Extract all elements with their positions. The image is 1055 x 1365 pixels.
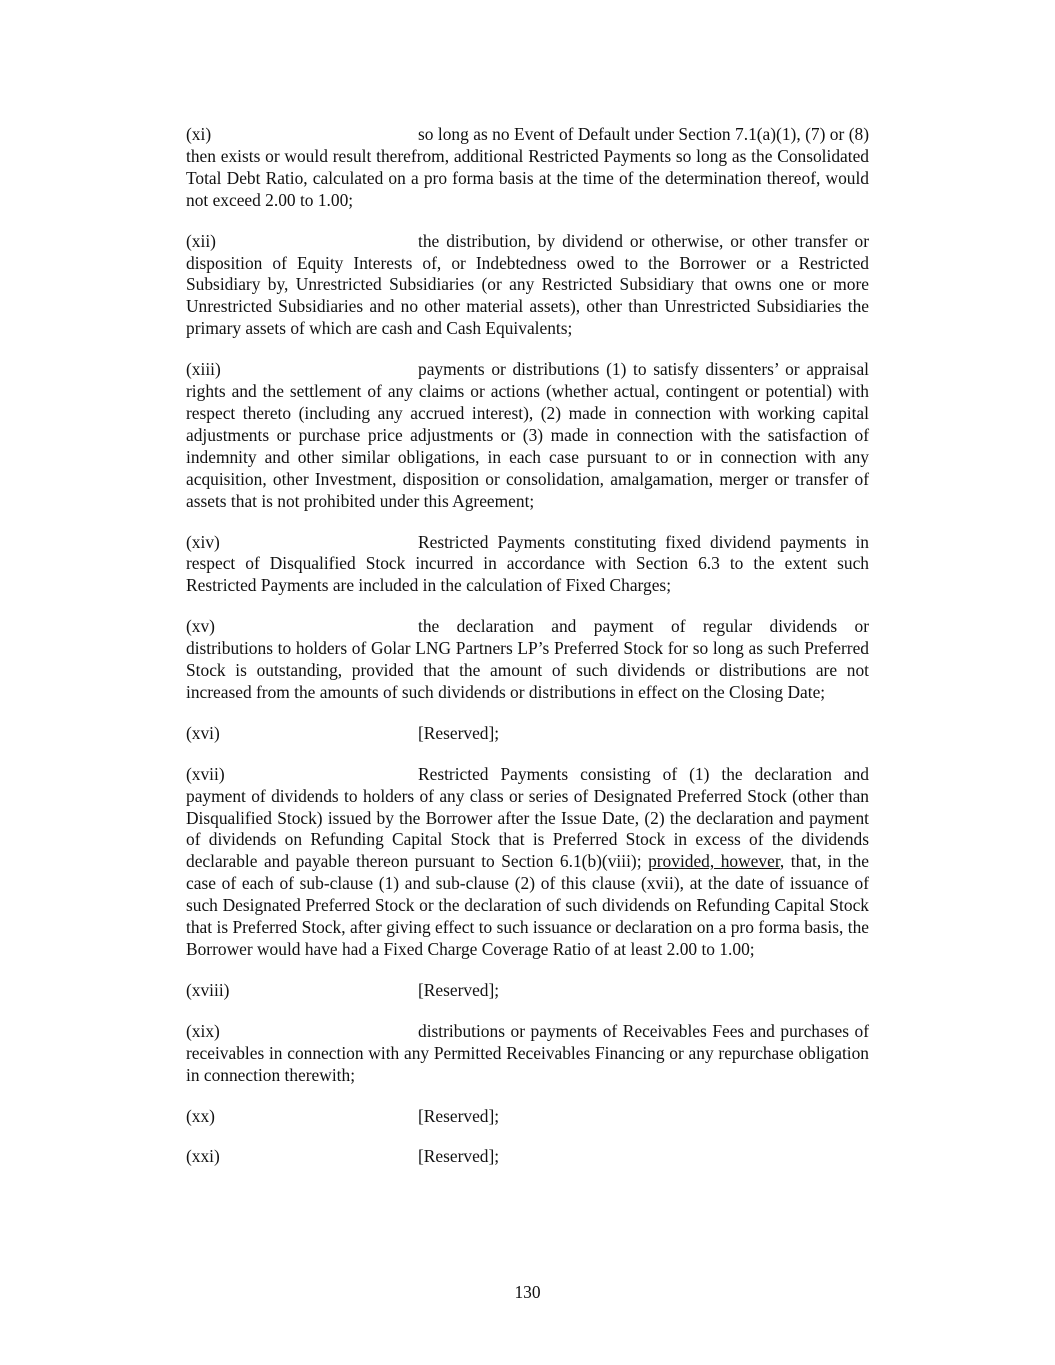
clause-number: (xvi)	[186, 722, 220, 743]
clause-number: (xiv)	[186, 531, 220, 552]
clause-number: (xvii)	[186, 763, 225, 784]
clause-number: (xxi)	[186, 1146, 220, 1167]
clause-xix	[186, 1021, 869, 1087]
clause-text: [Reserved];	[418, 979, 500, 1000]
clause-number: (xi)	[186, 124, 212, 144]
clause-text: [Reserved];	[418, 1105, 500, 1126]
clause-text-after: , that, in the case of each of sub-clause (1) and sub-clause (2) of this clause (xvii), at the date of issuance of such Designated Preferred Stock or the declaration of such dividends on Refunding Capital Stock that is Preferred Stock, after giving effect to such issuance or declaration on a pro forma basis, the Borrower would have had a Fixed Charge Coverage Ratio of at least 2.00 to 1.00;	[186, 851, 869, 959]
clause-xx	[186, 1106, 869, 1128]
clause-text: so long as no Event of Default under Section 7.1(a)(1), (7) or (8) then exists or would result therefrom, additional Restricted Payments so long as the Consolidated Total Debt Ratio, calculated on a pro forma basis at the time of the determination thereof, would not exceed 2.00 to 1.00;	[186, 124, 869, 210]
clause-text: Restricted Payments constituting fixed dividend payments in respect of Disqualified Stock incurred in accordance with Section 6.3 to the extent such Restricted Payments are included in the calculation of Fixed Charges;	[186, 531, 869, 596]
clause-number: (xiii)	[186, 359, 221, 380]
clause-number: (xx)	[186, 1105, 215, 1126]
clause-number: (xii)	[186, 230, 216, 251]
clause-text: the declaration and payment of regular dividends or distributions to holders of Golar LNG Partners LP’s Preferred Stock for so long as such Preferred Stock is outstanding, provided that the amount of such dividends or distributions are not increased from the amounts of such dividends or distributions in effect on the Closing Date;	[186, 616, 869, 702]
document-body	[186, 124, 869, 1187]
clause-text: payments or distributions (1) to satisfy dissenters’ or appraisal rights and the settlement of any claims or actions (whether actual, contingent or potential) with respect thereto (including any accrued interest), (2) made in connection with working capital adjustments or purchase price adjustments or (3) made in connection with the satisfaction of indemnity and other similar obligations, in each case pursuant to or in connection with any acquisition, other Investment, disposition or consolidation, amalgamation, merger or transfer of assets that is not prohibited under this Agreement;	[186, 359, 869, 511]
clause-number: (xviii)	[186, 979, 230, 1000]
clause-text-before: Restricted Payments consisting of (1) the declaration and payment of dividends to holders of any class or series of Designated Preferred Stock (other than Disqualified Stock) issued by the Borrower after the Issue Date, (2) the declaration and payment of dividends on Refunding Capital Stock that is Preferred Stock in excess of the dividends declarable and payable thereon pursuant to Section 6.1(b)(viii);	[186, 763, 869, 872]
clause-xiv	[186, 532, 869, 598]
provided-however-term: provided, however	[648, 851, 780, 872]
clause-xi	[186, 124, 869, 212]
clause-text: [Reserved];	[418, 722, 500, 743]
clause-xiii	[186, 359, 869, 512]
clause-text: the distribution, by dividend or otherwise, or other transfer or disposition of Equity Interests of, or Indebtedness owed to the Borrower or a Restricted Subsidiary by, Unrestricted Subsidiaries (or any Restricted Subsidiary that owns one or more Unrestricted Subsidiaries and no other material assets), other than Unrestricted Subsidiaries the primary assets of which are cash and Cash Equivalents;	[186, 230, 869, 339]
clause-xviii	[186, 980, 869, 1002]
clause-number: (xix)	[186, 1020, 220, 1041]
clause-xvii	[186, 764, 869, 961]
clause-xvi	[186, 723, 869, 745]
page-number: 130	[514, 1282, 541, 1302]
clause-text: distributions or payments of Receivables Fees and purchases of receivables in connection with any Permitted Receivables Financing or any repurchase obligation in connection therewith;	[186, 1020, 869, 1085]
clause-number: (xv)	[186, 616, 215, 637]
clause-xii	[186, 231, 869, 341]
clause-text: [Reserved];	[418, 1146, 500, 1167]
clause-xxi	[186, 1146, 869, 1168]
clause-xv	[186, 616, 869, 704]
